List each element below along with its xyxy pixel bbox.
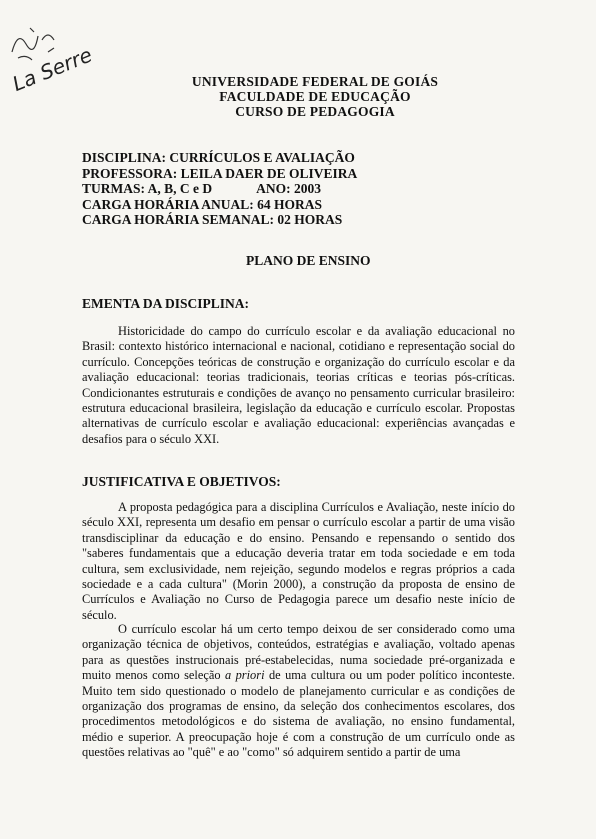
- justification-paragraph-1: A proposta pedagógica para a disciplina Currículos e Avaliação, neste início do século XXI, representa um desafio em pensar o currículo escolar a partir de uma visão transdisciplinar da educação e do ensino. Pensando e repensando o sentido dos "saberes fundamentais que a educação deveria tratar em toda sociedade e em toda cultura, sem exclusividade, nem rejeição, segundo modelos e regras próprios a cada sociedade e a cada cultura" (Morin 2000), a construção da proposta de ensino de Currículos e Avaliação no Curso de Pedagogia parece um desafio neste início de século.: [82, 500, 515, 622]
- paragraph-2-end: de uma cultura ou um poder político inconteste. Muito tem sido questionado o modelo de planejamento curricular e as condições de organização dos programas de ensino, da seleção dos conhecimentos escolares, dos procedimentos metodológicos e do sistema de avaliação, no ensino fundamental, médio e superior. A preocupação hoje é com a construção de um currículo onde as questões relativas ao "quê" e ao "como" só adquirem sentido a partir de uma: [82, 668, 515, 760]
- handwritten-annotation: La Serre: [9, 42, 96, 96]
- paragraph-2-start: O currículo escolar há um certo tempo deixou de ser considerado como uma organização técnica de objetivos, conteúdos, estratégias e avaliação, voltado apenas para as questões instrucionais pré-estabelecidas, numa sociedade pré-organizada e muito menos como seleção: [82, 622, 515, 683]
- professor-line: PROFESSORA: LEILA DAER DE OLIVEIRA: [82, 165, 358, 181]
- ementa-paragraph: Historicidade do campo do currículo escolar e da avaliação educacional no Brasil: contexto histórico internacional e nacional, cotidiano e representação social do currículo. Concepções teóricas de construção e organização do currículo escolar e da avaliação educacional: teorias tradicionais, teorias críticas e teorias pós-críticas. Condicionantes estruturais e condições de avanço no pensamento curricular brasileiro: estrutura educacional brasileira, legislação da educação e currículo escolar. Propostas alternativas de currículo escolar e avaliação educacional: experiências avançadas e desafios para o século XXI.: [82, 324, 515, 446]
- institution-header: [150, 74, 480, 119]
- ementa-heading: EMENTA DA DISCIPLINA:: [82, 296, 250, 311]
- annual-hours-line: CARGA HORÁRIA ANUAL: 64 HORAS: [82, 196, 323, 212]
- plan-title: PLANO DE ENSINO: [246, 253, 371, 268]
- university-name: UNIVERSIDADE FEDERAL DE GOIÁS: [191, 74, 439, 89]
- justification-heading: JUSTIFICATIVA E OBJETIVOS:: [82, 474, 281, 489]
- classes-year-line: [82, 181, 502, 197]
- discipline-line: DISCIPLINA: CURRÍCULOS E AVALIAÇÃO: [82, 150, 355, 165]
- weekly-hours-line: CARGA HORÁRIA SEMANAL: 02 HORAS: [82, 212, 343, 227]
- faculty-name: FACULDADE DE EDUCAÇÃO: [219, 89, 411, 104]
- course-info: [82, 150, 502, 228]
- justification-paragraph-2: [82, 622, 515, 761]
- course-name: CURSO DE PEDAGOGIA: [235, 104, 395, 119]
- year-text: ANO: 2003: [256, 181, 321, 196]
- classes-text: TURMAS: A, B, C e D: [82, 181, 213, 196]
- paragraph-2-italic: a priori: [224, 668, 265, 683]
